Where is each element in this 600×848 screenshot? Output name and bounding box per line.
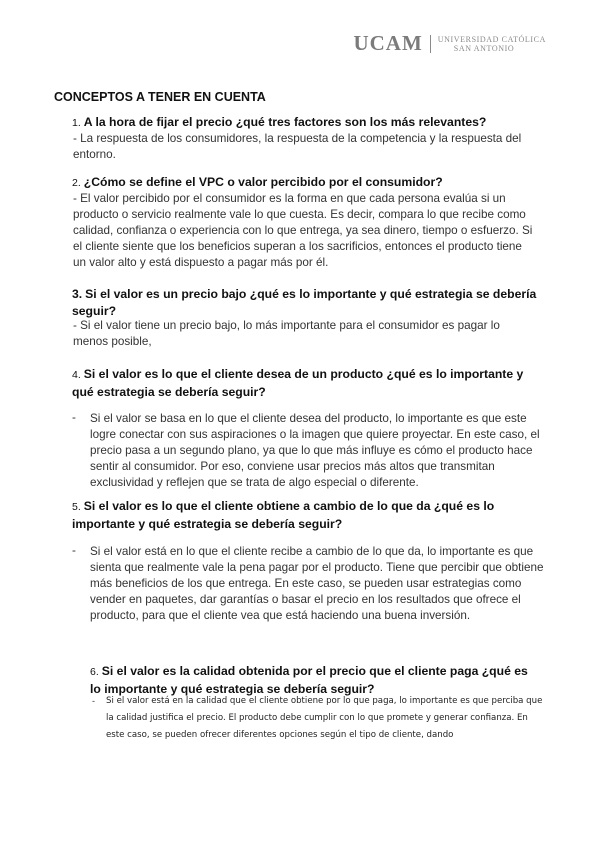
ucam-logo	[353, 31, 546, 56]
question-5	[72, 498, 532, 533]
logo-subtitle-line1: UNIVERSIDAD CATÓLICA	[437, 34, 546, 44]
answer-text: Si el valor se basa en lo que el cliente desea del producto, lo importante es que este logre conectar con sus aspiraciones o la imagen que quiere proyectar. En este caso, el precio pasa a un segundo plano, ya que lo que más influye es cómo el producto hace sentir al consumidor. Por eso, conviene usar precios más altos que transmitan exclusividad y reflejen que se trata de algo especial o diferente.	[90, 412, 540, 489]
logo-subtitle	[438, 35, 546, 53]
question-text: Si el valor es lo que el cliente obtiene a cambio de lo que da ¿qué es lo importante y qué estrategia se debería seguir?	[72, 499, 495, 531]
question-text: ¿Cómo se define el VPC o valor percibido por el consumidor?	[83, 175, 443, 189]
logo-divider	[430, 35, 431, 53]
question-number: 2.	[72, 177, 81, 189]
answer-1: - La respuesta de los consumidores, la respuesta de la competencia y la respuesta del entorno.	[73, 132, 522, 161]
logo-subtitle-line2: SAN ANTONIO	[453, 43, 515, 53]
answer-2: - El valor percibido por el consumidor es la forma en que cada persona evalúa si un producto o servicio realmente vale lo que cuesta. Es decir, compara lo que recibe como calidad, confianza o experiencia con lo que entrega, ya sea dinero, tiempo o esfuerzo. Si el cliente siente que los beneficios superan a los sacrificios, entonces el producto tiene un valor alto y está dispuesto a pagar más por él.	[73, 192, 533, 269]
question-1	[72, 114, 552, 132]
bullet-dash: -	[72, 544, 76, 557]
answer-text: Si el valor está en la calidad que el cliente obtiene por lo que paga, lo importante es que perciba que la calidad justifica el precio. El producto debe cumplir con lo que promete y generar confianza. En este caso, se pueden ofrecer diferentes opciones según el tipo de cliente, dando	[106, 696, 543, 740]
question-4	[72, 366, 532, 401]
answer-3: - Si el valor tiene un precio bajo, lo más importante para el consumidor es pagar lo menos posible,	[73, 319, 500, 348]
answer-4	[72, 411, 552, 491]
answer-5	[72, 544, 552, 640]
question-number: 3.	[72, 287, 83, 301]
question-2	[72, 174, 552, 192]
question-number: 5.	[72, 501, 81, 513]
question-text: Si el valor es un precio bajo ¿qué es lo importante y qué estrategia se debería seguir?	[72, 287, 537, 318]
question-number: 6.	[90, 666, 99, 678]
answer-6	[92, 696, 552, 752]
question-3	[72, 286, 542, 320]
bullet-dash: -	[72, 411, 76, 424]
question-text: A la hora de fijar el precio ¿qué tres factores son los más relevantes?	[83, 115, 487, 129]
question-text: Si el valor es la calidad obtenida por el precio que el cliente paga ¿qué es lo importante y qué estrategia se debería seguir?	[90, 664, 528, 696]
question-text: Si el valor es lo que el cliente desea de un producto ¿qué es lo importante y qué estrategia se debería seguir?	[72, 367, 524, 399]
logo-wordmark: UCAM	[353, 31, 423, 55]
bullet-dash: -	[92, 696, 95, 706]
page-heading: CONCEPTOS A TENER EN CUENTA	[54, 90, 266, 104]
answer-text: Si el valor está en lo que el cliente recibe a cambio de lo que da, lo importante es que sienta que realmente vale la pena pagar por el producto. Tiene que percibir que obtiene más beneficios de los que entrega. En este caso, se pueden usar estrategias como vender en paquetes, dar garantías o basar el precio en los resultados que ofrece el producto, para que el cliente vea que está haciendo una buena inversión.	[90, 545, 544, 622]
question-number: 4.	[72, 369, 81, 381]
question-number: 1.	[72, 117, 81, 129]
